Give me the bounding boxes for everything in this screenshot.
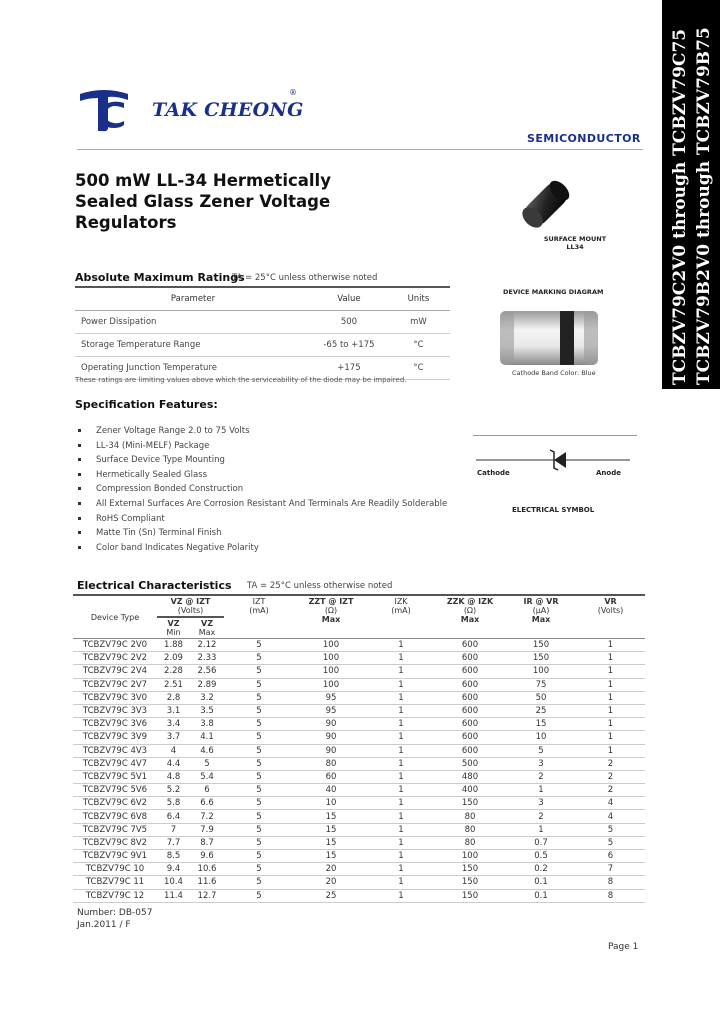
ir-cell: 2 [506, 810, 576, 823]
device-cell: TCBZV79C 4V7 [73, 757, 157, 770]
sidebar-line-2: TCBZV79B2V0 through TCBZV79B75 [694, 27, 714, 385]
th-min: Min [166, 628, 181, 637]
table-row [73, 704, 645, 717]
vz-max-cell: 5.4 [190, 770, 224, 783]
zzt-cell: 100 [294, 639, 368, 652]
vz-min-cell: 2.51 [157, 678, 190, 691]
vz-max-cell: 12.7 [190, 889, 224, 902]
vz-min-cell: 10.4 [157, 876, 190, 889]
ir-cell: 10 [506, 731, 576, 744]
vr-cell: 1 [576, 665, 645, 678]
ir-cell: 50 [506, 691, 576, 704]
electrical-characteristics-table [73, 594, 645, 903]
abs-param-cell: Power Dissipation [75, 311, 311, 334]
ir-cell: 75 [506, 678, 576, 691]
symbol-divider [473, 435, 637, 436]
table-row [73, 797, 645, 810]
col-units: Units [387, 287, 450, 311]
zzt-cell: 40 [294, 784, 368, 797]
th-max: Max [198, 628, 216, 637]
zzt-cell: 20 [294, 876, 368, 889]
izt-cell: 5 [224, 718, 294, 731]
part-number-sidebar [662, 0, 720, 389]
zzt-cell: 90 [294, 744, 368, 757]
abs-value-cell: -65 to +175 [311, 334, 387, 357]
izk-cell: 1 [368, 850, 434, 863]
zzk-cell: 150 [434, 797, 506, 810]
header-divider [77, 149, 643, 150]
izk-cell: 1 [368, 691, 434, 704]
vz-max-cell: 2.89 [190, 678, 224, 691]
th-zzt-group [294, 595, 368, 639]
vz-max-cell: 4.1 [190, 731, 224, 744]
zzk-cell: 600 [434, 731, 506, 744]
zzk-cell: 600 [434, 639, 506, 652]
izt-cell: 5 [224, 770, 294, 783]
th-ir: IR @ VR [523, 597, 559, 606]
vr-cell: 1 [576, 652, 645, 665]
th-ir-max: Max [531, 615, 551, 624]
ir-cell: 3 [506, 757, 576, 770]
ir-cell: 150 [506, 639, 576, 652]
ir-cell: 0.1 [506, 889, 576, 902]
izk-cell: 1 [368, 823, 434, 836]
abs-max-table [75, 286, 450, 380]
vr-cell: 5 [576, 823, 645, 836]
vz-min-cell: 4.8 [157, 770, 190, 783]
vz-max-cell: 8.7 [190, 836, 224, 849]
zzk-cell: 480 [434, 770, 506, 783]
izk-cell: 1 [368, 704, 434, 717]
izk-cell: 1 [368, 744, 434, 757]
vr-cell: 1 [576, 639, 645, 652]
ir-cell: 25 [506, 704, 576, 717]
table-row [73, 757, 645, 770]
th-vz-max-group [190, 617, 224, 639]
zzk-cell: 600 [434, 652, 506, 665]
izk-cell: 1 [368, 889, 434, 902]
th-zzt-max: Max [321, 615, 341, 624]
vz-max-cell: 2.12 [190, 639, 224, 652]
zzk-cell: 600 [434, 678, 506, 691]
th-izk-group [368, 595, 434, 639]
page-title [75, 170, 331, 233]
abs-param-cell: Storage Temperature Range [75, 334, 311, 357]
th-vz-min-group [157, 617, 190, 639]
device-cell: TCBZV79C 4V3 [73, 744, 157, 757]
vz-min-cell: 1.88 [157, 639, 190, 652]
abs-value-cell: +175 [311, 357, 387, 380]
vz-min-cell: 5.2 [157, 784, 190, 797]
vz-min-cell: 6.4 [157, 810, 190, 823]
zzt-cell: 10 [294, 797, 368, 810]
izt-cell: 5 [224, 704, 294, 717]
th-izt: IZT [252, 597, 266, 606]
zzt-cell: 15 [294, 810, 368, 823]
izk-cell: 1 [368, 810, 434, 823]
vr-cell: 1 [576, 744, 645, 757]
spec-feature-list [75, 424, 447, 555]
abs-max-row [75, 334, 450, 357]
th-izt-unit: (mA) [249, 606, 269, 615]
izt-cell: 5 [224, 639, 294, 652]
vz-min-cell: 8.5 [157, 850, 190, 863]
title-line-2: Sealed Glass Zener Voltage [75, 192, 331, 211]
vz-min-cell: 3.1 [157, 704, 190, 717]
izt-cell: 5 [224, 744, 294, 757]
zzt-cell: 15 [294, 823, 368, 836]
zzk-cell: 150 [434, 889, 506, 902]
vr-cell: 1 [576, 718, 645, 731]
zzk-cell: 600 [434, 691, 506, 704]
table-row [73, 863, 645, 876]
vr-cell: 4 [576, 797, 645, 810]
vz-min-cell: 9.4 [157, 863, 190, 876]
device-cell: TCBZV79C 11 [73, 876, 157, 889]
vr-cell: 1 [576, 704, 645, 717]
izt-cell: 5 [224, 797, 294, 810]
vz-min-cell: 7 [157, 823, 190, 836]
th-zzt-unit: (Ω) [324, 606, 338, 615]
zzk-cell: 600 [434, 665, 506, 678]
page-number: Page 1 [608, 942, 639, 952]
izt-cell: 5 [224, 850, 294, 863]
device-cell: TCBZV79C 12 [73, 889, 157, 902]
th-vr-unit: (Volts) [597, 606, 624, 615]
vr-cell: 2 [576, 784, 645, 797]
zzt-cell: 95 [294, 704, 368, 717]
vz-max-cell: 7.2 [190, 810, 224, 823]
ir-cell: 2 [506, 770, 576, 783]
vz-min-cell: 4.4 [157, 757, 190, 770]
doc-number: Number: DB-057 [77, 908, 153, 918]
ir-cell: 1 [506, 784, 576, 797]
ir-cell: 1 [506, 823, 576, 836]
vz-min-cell: 11.4 [157, 889, 190, 902]
th-vz-group [157, 595, 224, 617]
vz-max-cell: 5 [190, 757, 224, 770]
zzt-cell: 100 [294, 678, 368, 691]
abs-param-cell: Operating Junction Temperature [75, 357, 311, 380]
zzt-cell: 100 [294, 665, 368, 678]
table-row [73, 652, 645, 665]
ir-cell: 3 [506, 797, 576, 810]
izt-cell: 5 [224, 823, 294, 836]
izt-cell: 5 [224, 678, 294, 691]
list-item: Compression Bonded Construction [75, 482, 447, 497]
abs-units-cell: °C [387, 334, 450, 357]
title-line-1: 500 mW LL-34 Hermetically [75, 171, 331, 190]
cathode-label: Cathode [477, 469, 510, 477]
table-row [73, 810, 645, 823]
abs-units-cell: °C [387, 357, 450, 380]
zzt-cell: 20 [294, 863, 368, 876]
th-vz-min: VZ [167, 619, 180, 628]
izk-cell: 1 [368, 757, 434, 770]
table-row [73, 889, 645, 902]
vz-max-cell: 3.5 [190, 704, 224, 717]
device-cell: TCBZV79C 9V1 [73, 850, 157, 863]
vz-max-cell: 11.6 [190, 876, 224, 889]
device-cell: TCBZV79C 7V5 [73, 823, 157, 836]
elec-conditions: TA = 25°C unless otherwise noted [247, 581, 393, 591]
table-row [73, 744, 645, 757]
vr-cell: 2 [576, 770, 645, 783]
list-item: RoHS Compliant [75, 512, 447, 527]
th-izk: IZK [394, 597, 408, 606]
zzt-cell: 95 [294, 691, 368, 704]
abs-units-cell: mW [387, 311, 450, 334]
izt-cell: 5 [224, 889, 294, 902]
vz-min-cell: 4 [157, 744, 190, 757]
th-vr: VR [604, 597, 617, 606]
th-izk-unit: (mA) [391, 606, 411, 615]
ir-cell: 150 [506, 652, 576, 665]
table-row [73, 770, 645, 783]
th-vr-group [576, 595, 645, 639]
vr-cell: 8 [576, 876, 645, 889]
vz-min-cell: 2.28 [157, 665, 190, 678]
cathode-band-caption: Cathode Band Color: Blue [512, 369, 596, 377]
zzt-cell: 90 [294, 731, 368, 744]
marking-diagram-title: DEVICE MARKING DIAGRAM [503, 288, 604, 296]
device-cell: TCBZV79C 10 [73, 863, 157, 876]
th-zzt: ZZT @ IZT [308, 597, 354, 606]
vr-cell: 1 [576, 691, 645, 704]
table-row [73, 718, 645, 731]
zzt-cell: 60 [294, 770, 368, 783]
table-row [73, 731, 645, 744]
izk-cell: 1 [368, 652, 434, 665]
th-zzk-group [434, 595, 506, 639]
zzt-cell: 90 [294, 718, 368, 731]
device-cell: TCBZV79C 2V0 [73, 639, 157, 652]
device-cell: TCBZV79C 3V3 [73, 704, 157, 717]
device-cell: TCBZV79C 5V6 [73, 784, 157, 797]
ir-cell: 0.5 [506, 850, 576, 863]
zzk-cell: 80 [434, 823, 506, 836]
table-row [73, 691, 645, 704]
col-value: Value [311, 287, 387, 311]
zzk-cell: 100 [434, 850, 506, 863]
tak-cheong-logo-icon [78, 88, 130, 132]
device-marking-diagram [498, 307, 600, 369]
zzk-cell: 150 [434, 876, 506, 889]
abs-max-row [75, 311, 450, 334]
registered-mark: ® [289, 88, 297, 97]
zzt-cell: 80 [294, 757, 368, 770]
list-item: Zener Voltage Range 2.0 to 75 Volts [75, 424, 447, 439]
elec-heading: Electrical Characteristics [77, 579, 232, 592]
package-caption-1: SURFACE MOUNT [543, 235, 607, 243]
zzk-cell: 500 [434, 757, 506, 770]
sidebar-line-1: TCBZV79C2V0 through TCBZV79C75 [670, 28, 690, 385]
doc-date: Jan.2011 / F [77, 920, 131, 930]
division-label: SEMICONDUCTOR [527, 132, 641, 145]
zzk-cell: 400 [434, 784, 506, 797]
th-zzk-max: Max [460, 615, 480, 624]
izk-cell: 1 [368, 665, 434, 678]
izt-cell: 5 [224, 652, 294, 665]
device-cell: TCBZV79C 2V2 [73, 652, 157, 665]
ir-cell: 100 [506, 665, 576, 678]
vr-cell: 7 [576, 863, 645, 876]
vz-max-cell: 9.6 [190, 850, 224, 863]
brand-name: TAK CHEONG [152, 99, 304, 121]
ll34-package-icon [513, 172, 579, 236]
vz-max-cell: 2.33 [190, 652, 224, 665]
vz-max-cell: 3.2 [190, 691, 224, 704]
vz-max-cell: 6 [190, 784, 224, 797]
device-cell: TCBZV79C 3V0 [73, 691, 157, 704]
list-item: Hermetically Sealed Glass [75, 468, 447, 483]
ir-cell: 0.1 [506, 876, 576, 889]
zzt-cell: 100 [294, 652, 368, 665]
th-vz-max: VZ [201, 619, 213, 628]
package-caption-2: LL34 [566, 243, 584, 251]
table-row [73, 876, 645, 889]
zzk-cell: 80 [434, 836, 506, 849]
zzk-cell: 600 [434, 704, 506, 717]
vz-max-cell: 7.9 [190, 823, 224, 836]
izt-cell: 5 [224, 784, 294, 797]
izt-cell: 5 [224, 665, 294, 678]
izt-cell: 5 [224, 876, 294, 889]
izk-cell: 1 [368, 863, 434, 876]
device-cell: TCBZV79C 6V8 [73, 810, 157, 823]
list-item: Color band Indicates Negative Polarity [75, 541, 447, 556]
zzk-cell: 80 [434, 810, 506, 823]
ir-cell: 0.2 [506, 863, 576, 876]
abs-max-conditions: TA = 25°C unless otherwise noted [232, 273, 378, 283]
list-item: Matte Tin (Sn) Terminal Finish [75, 526, 447, 541]
table-row [73, 850, 645, 863]
zzk-cell: 600 [434, 744, 506, 757]
abs-value-cell: 500 [311, 311, 387, 334]
izk-cell: 1 [368, 639, 434, 652]
izt-cell: 5 [224, 836, 294, 849]
ir-cell: 15 [506, 718, 576, 731]
table-row [73, 784, 645, 797]
table-row [73, 823, 645, 836]
vr-cell: 2 [576, 757, 645, 770]
abs-max-footnote: These ratings are limiting values above which the serviceability of the diode may be impaired. [75, 376, 407, 384]
izt-cell: 5 [224, 731, 294, 744]
ir-cell: 5 [506, 744, 576, 757]
th-device-type: Device Type [73, 595, 157, 639]
izk-cell: 1 [368, 797, 434, 810]
th-ir-unit: (µA) [532, 606, 550, 615]
list-item: All External Surfaces Are Corrosion Resistant And Terminals Are Readily Solderable [75, 497, 447, 512]
izt-cell: 5 [224, 691, 294, 704]
device-cell: TCBZV79C 2V4 [73, 665, 157, 678]
table-row [73, 836, 645, 849]
device-cell: TCBZV79C 6V2 [73, 797, 157, 810]
electrical-symbol-caption: ELECTRICAL SYMBOL [512, 506, 595, 514]
zzt-cell: 15 [294, 836, 368, 849]
izk-cell: 1 [368, 770, 434, 783]
zzt-cell: 25 [294, 889, 368, 902]
th-zzk: ZZK @ IZK [446, 597, 494, 606]
vr-cell: 1 [576, 731, 645, 744]
izk-cell: 1 [368, 836, 434, 849]
vz-min-cell: 2.09 [157, 652, 190, 665]
table-row [73, 678, 645, 691]
izt-cell: 5 [224, 863, 294, 876]
device-cell: TCBZV79C 5V1 [73, 770, 157, 783]
vz-max-cell: 6.6 [190, 797, 224, 810]
izk-cell: 1 [368, 731, 434, 744]
list-item: LL-34 (Mini-MELF) Package [75, 439, 447, 454]
abs-max-heading: Absolute Maximum Ratings [75, 271, 245, 284]
vz-min-cell: 7.7 [157, 836, 190, 849]
izk-cell: 1 [368, 718, 434, 731]
vz-max-cell: 2.56 [190, 665, 224, 678]
izk-cell: 1 [368, 784, 434, 797]
list-item: Surface Device Type Mounting [75, 453, 447, 468]
vr-cell: 4 [576, 810, 645, 823]
device-cell: TCBZV79C 2V7 [73, 678, 157, 691]
vz-min-cell: 5.8 [157, 797, 190, 810]
package-caption [520, 235, 630, 251]
th-vz: VZ @ IZT [170, 597, 211, 606]
vr-cell: 6 [576, 850, 645, 863]
zzt-cell: 15 [294, 850, 368, 863]
device-cell: TCBZV79C 8V2 [73, 836, 157, 849]
ir-cell: 0.7 [506, 836, 576, 849]
zzk-cell: 150 [434, 863, 506, 876]
vz-min-cell: 3.4 [157, 718, 190, 731]
izt-cell: 5 [224, 757, 294, 770]
vz-max-cell: 10.6 [190, 863, 224, 876]
device-cell: TCBZV79C 3V6 [73, 718, 157, 731]
vr-cell: 5 [576, 836, 645, 849]
vr-cell: 8 [576, 889, 645, 902]
col-parameter: Parameter [75, 287, 311, 311]
izk-cell: 1 [368, 876, 434, 889]
izk-cell: 1 [368, 678, 434, 691]
vz-min-cell: 2.8 [157, 691, 190, 704]
table-row [73, 639, 645, 652]
izt-cell: 5 [224, 810, 294, 823]
th-izt-group [224, 595, 294, 639]
title-line-3: Regulators [75, 213, 177, 232]
device-cell: TCBZV79C 3V9 [73, 731, 157, 744]
th-ir-group [506, 595, 576, 639]
zzk-cell: 600 [434, 718, 506, 731]
vz-max-cell: 4.6 [190, 744, 224, 757]
spec-heading: Specification Features: [75, 398, 218, 411]
th-zzk-unit: (Ω) [463, 606, 477, 615]
vz-max-cell: 3.8 [190, 718, 224, 731]
vr-cell: 1 [576, 678, 645, 691]
th-vz-unit: (Volts) [177, 606, 204, 615]
vz-min-cell: 3.7 [157, 731, 190, 744]
anode-label: Anode [596, 469, 621, 477]
table-row [73, 665, 645, 678]
